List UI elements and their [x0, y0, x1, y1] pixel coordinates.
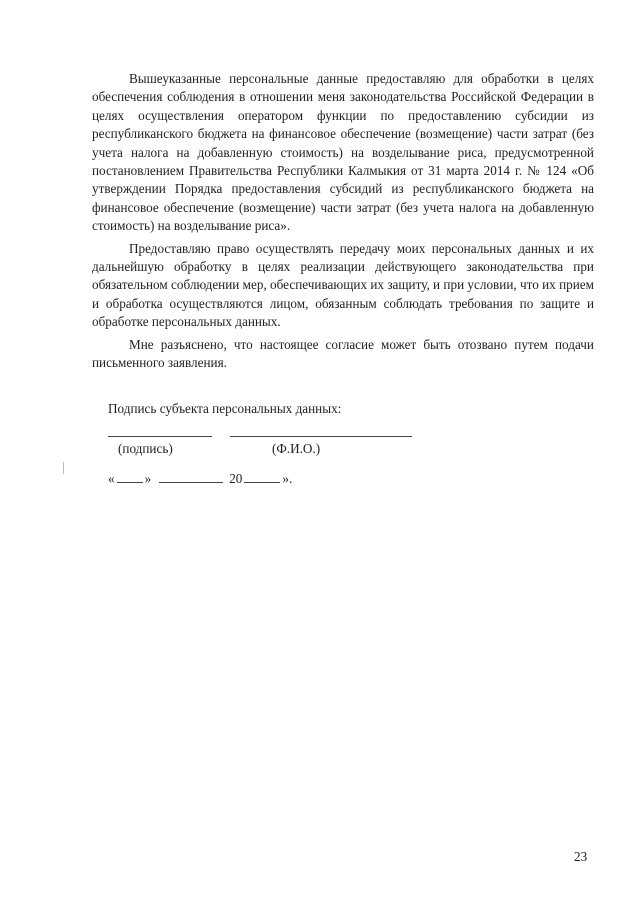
paragraph-revocation: Мне разъяснено, что настоящее согласие может быть отозвано путем подачи письменного заявления.	[92, 336, 594, 371]
year-blank	[244, 470, 280, 483]
margin-mark	[63, 462, 64, 474]
fio-caption: (Ф.И.О.)	[272, 441, 321, 456]
year-prefix: 20	[229, 471, 243, 486]
signature-captions	[108, 440, 448, 458]
date-line	[108, 470, 292, 488]
signature-blank-line	[108, 436, 212, 437]
day-blank	[117, 470, 143, 483]
month-blank	[159, 470, 223, 483]
signature-label: Подпись субъекта персональных данных:	[108, 401, 342, 416]
fio-blank-line	[230, 436, 412, 437]
date-close-quote: »	[144, 471, 152, 486]
paragraph-transfer-right: Предоставляю право осуществлять передачу моих персональных данных и их дальнейшую обработку в целях реализации действующего законодательства при обязательном соблюдении мер, обеспечивающих их защиту, и при условии, что их прием и обработка осуществляются лицом, обязанным соблюдать требования по защите и обработке персональных данных.	[92, 240, 594, 330]
signature-block	[108, 400, 448, 458]
page-number: 23	[574, 849, 588, 864]
date-suffix: ».	[282, 471, 293, 486]
date-open-quote: «	[108, 471, 115, 486]
paragraph-purpose: Вышеуказанные персональные данные предоставляю для обработки в целях обеспечения соблюдения в отношении меня законодательства Российской Федерации в целях осуществления оператором функции по предоставлению субсидии из республиканского бюджета на финансовое обеспечение (возмещение) части затрат (без учета налога на добавленную стоимость) на возделывание риса, предусмотренной постановлением Правительства Республики Калмыкия от 31 марта 2014 г. № 124 «Об утверждении Порядка предоставления субсидий из республиканского бюджета на финансовое обеспечение (возмещение) части затрат (без учета налога на добавленную стоимость) на возделывание риса».	[92, 71, 594, 234]
consent-body	[92, 70, 594, 377]
signature-caption: (подпись)	[118, 441, 173, 456]
